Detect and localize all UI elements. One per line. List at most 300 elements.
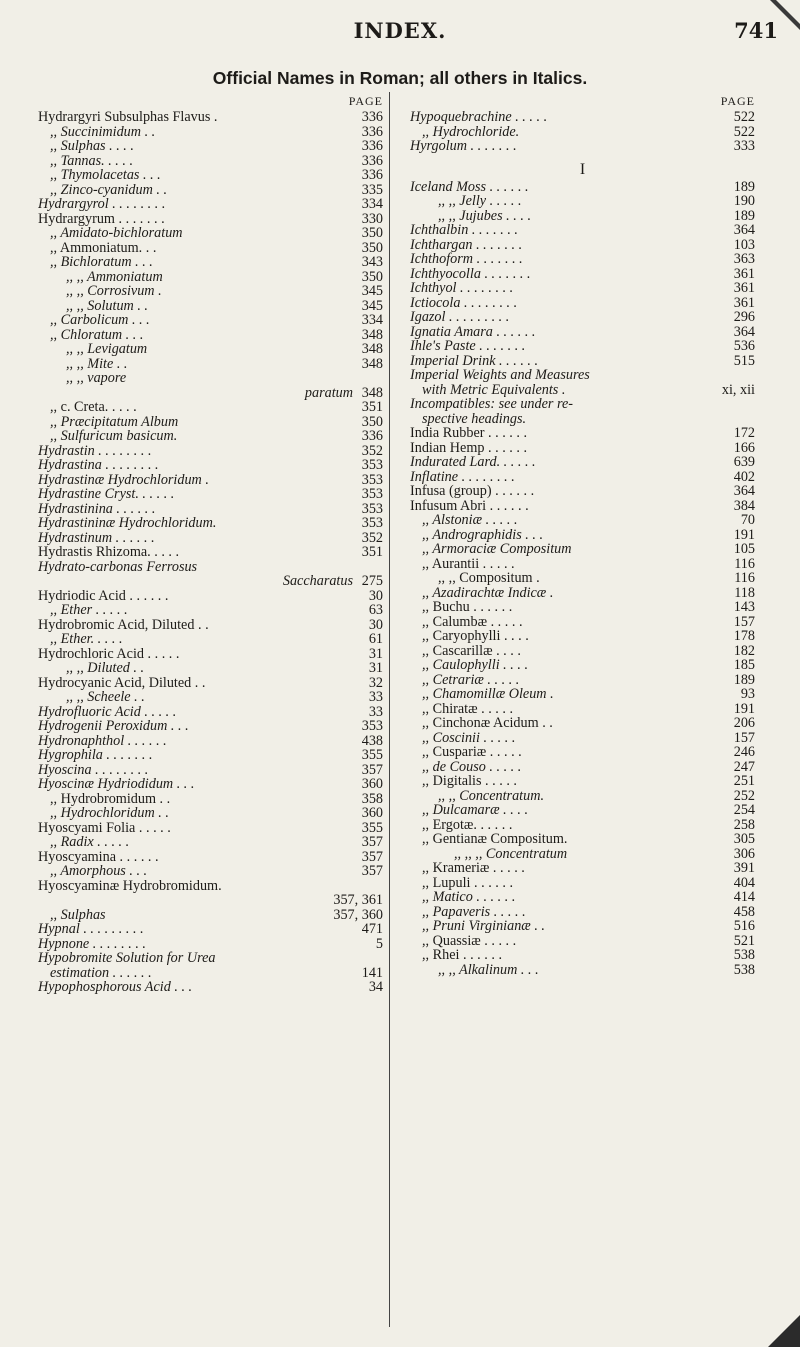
entry-term: spective headings. (422, 411, 527, 426)
entry-page-number: 336 (359, 139, 383, 154)
page-label: PAGE (348, 94, 383, 108)
entry-page-number: 521 (731, 934, 755, 949)
page-number: 741 (734, 18, 778, 43)
entry-term: ,, Azadirachtæ Indicæ . (422, 585, 554, 600)
entry-term: ,, Ether. . . . . (50, 632, 123, 647)
index-entry (38, 676, 383, 691)
entry-term: Hyoscyamina . . . . . . (38, 849, 159, 864)
entry-term: Hydrastinæ Hydrochloridum . (38, 472, 209, 487)
index-entry (38, 603, 383, 618)
entry-term: Hygrophila . . . . . . . (38, 748, 153, 763)
entry-page-number: 251 (731, 774, 755, 789)
entry-term: Hydrato-carbonas Ferrosus (38, 559, 198, 574)
entry-page-number: 348 (359, 342, 383, 357)
page-corner-mark-bottom (760, 1307, 800, 1347)
index-entry (410, 455, 755, 470)
index-entry (410, 499, 755, 514)
entry-page-number: 206 (731, 716, 755, 731)
index-entry (38, 589, 383, 604)
entry-term: Infusum Abri . . . . . . (410, 498, 529, 513)
entry-page-number: 70 (738, 513, 755, 528)
index-entry (410, 876, 755, 891)
index-entry (38, 560, 383, 575)
index-entry (38, 705, 383, 720)
entry-page-number: 33 (366, 705, 383, 720)
entry-page-number: 336 (359, 110, 383, 125)
entry-page-number: 63 (366, 603, 383, 618)
index-entry (410, 281, 755, 296)
index-entry (38, 386, 383, 401)
entry-term: ,, Papaveris . . . . . (422, 904, 526, 919)
left-entry-list (38, 110, 383, 995)
index-entry (410, 412, 755, 427)
entry-term: Hypnone . . . . . . . . (38, 936, 146, 951)
entry-term: ,, ,, Jelly . . . . . (438, 194, 522, 209)
entry-term: Hydrastis Rhizoma. . . . . (38, 545, 180, 560)
entry-page-number: 189 (731, 673, 755, 688)
entry-page-number: 357 (359, 835, 383, 850)
entry-page-number: 516 (731, 919, 755, 934)
entry-term: Hydrastina . . . . . . . . (38, 458, 159, 473)
entry-page-number: 353 (359, 516, 383, 531)
entry-page-number: 247 (731, 760, 755, 775)
entry-term: ,, Carbolicum . . . (50, 313, 150, 328)
entry-term: estimation . . . . . . (50, 965, 152, 980)
entry-term: Hydrocyanic Acid, Diluted . . (38, 675, 206, 690)
entry-term: ,, Andrographidis . . . (422, 527, 544, 542)
entry-page-number: 296 (731, 310, 755, 325)
entry-term: ,, Bichloratum . . . (50, 255, 153, 270)
entry-term: Ictiocola . . . . . . . . (410, 295, 518, 310)
entry-page-number: 351 (359, 545, 383, 560)
entry-term: India Rubber . . . . . . (410, 426, 528, 441)
entry-page-number: 515 (731, 354, 755, 369)
index-entry (410, 934, 755, 949)
entry-page-number: 118 (731, 586, 755, 601)
index-entry (38, 879, 383, 894)
entry-page-number: 364 (731, 223, 755, 238)
entry-term: ,, Sulphas (50, 907, 106, 922)
entry-page-number: 364 (731, 484, 755, 499)
entry-page-number: 246 (731, 745, 755, 760)
entry-term: ,, ,, ,, Concentratum (454, 846, 568, 861)
right-entry-list-i (410, 180, 755, 978)
index-entry (38, 763, 383, 778)
index-entry (410, 963, 755, 978)
index-entry (410, 803, 755, 818)
index-entry (38, 400, 383, 415)
entry-page-number: 334 (359, 197, 383, 212)
entry-term: ,, Armoraciæ Compositum (422, 542, 572, 557)
page-label: PAGE (720, 94, 755, 108)
entry-term: ,, Calumbæ . . . . . (422, 614, 523, 629)
entry-term: ,, Aurantii . . . . . (422, 556, 515, 571)
entry-page-number: 32 (366, 676, 383, 691)
entry-term: Hyoscina . . . . . . . . (38, 762, 149, 777)
index-entry (410, 484, 755, 499)
entry-page-number: 93 (738, 687, 755, 702)
entry-page-number: 185 (731, 658, 755, 673)
entry-page-number: 189 (731, 180, 755, 195)
entry-page-number: 275 (359, 574, 383, 589)
entry-term: ,, Pruni Virginianæ . . (422, 919, 545, 934)
entry-page-number: 357, 360 (330, 908, 383, 923)
index-entry (410, 905, 755, 920)
entry-page-number: 105 (731, 542, 755, 557)
entry-page-number: 538 (731, 963, 755, 978)
index-entry (410, 310, 755, 325)
section-letter: I (579, 160, 586, 178)
entry-term: ,, Chiratæ . . . . . (422, 701, 514, 716)
entry-page-number: 191 (731, 702, 755, 717)
entry-term: Hyoscyaminæ Hydrobromidum. (38, 878, 222, 893)
index-entry (38, 371, 383, 386)
index-entry (410, 571, 755, 586)
entry-page-number: 361 (731, 296, 755, 311)
entry-term: ,, Lupuli . . . . . . (422, 875, 514, 890)
index-entry (410, 919, 755, 934)
index-entry (410, 760, 755, 775)
entry-term: ,, Præcipitatum Album (50, 414, 179, 429)
entry-term: ,, Amidato-bichloratum (50, 226, 183, 241)
entry-page-number: 182 (731, 644, 755, 659)
entry-term: ,, Hydrobromidum . . (50, 791, 171, 806)
entry-term: ,, ,, Alkalinum . . . (438, 962, 539, 977)
entry-term: ,, Ergotæ. . . . . . (422, 817, 513, 832)
entry-page-number: 31 (366, 647, 383, 662)
entry-term: ,, ,, Levigatum (66, 342, 148, 357)
entry-term: ,, Dulcamaræ . . . . (422, 803, 529, 818)
entry-term: Inflatine . . . . . . . . (410, 469, 515, 484)
entry-page-number: 190 (731, 194, 755, 209)
entry-term: Hydrargyrol . . . . . . . . (38, 197, 166, 212)
entry-page-number: 157 (731, 731, 755, 746)
entry-term: with Metric Equivalents . (422, 382, 566, 397)
entry-term: ,, Amorphous . . . (50, 864, 148, 879)
entry-term: ,, ,, vapore (66, 371, 127, 386)
entry-term: ,, Sulphas . . . . (50, 139, 134, 154)
entry-page-number: 350 (359, 226, 383, 241)
index-entry (410, 745, 755, 760)
index-entry (38, 226, 383, 241)
entry-page-number: 30 (366, 589, 383, 604)
index-entry (38, 647, 383, 662)
entry-page-number: 357 (359, 850, 383, 865)
index-entry (38, 313, 383, 328)
entry-term: ,, ,, Jujubes . . . . (438, 208, 531, 223)
entry-page-number: 116 (731, 557, 755, 572)
entry-term: Ichthoform . . . . . . . (410, 252, 523, 267)
entry-term: ,, Cetrariæ . . . . . (422, 672, 520, 687)
entry-page-number: 178 (731, 629, 755, 644)
entry-page-number: 360 (359, 777, 383, 792)
index-entry (410, 731, 755, 746)
entry-page-number: 116 (731, 571, 755, 586)
index-entry (410, 110, 755, 125)
entry-term: ,, ,, Ammoniatum (66, 269, 163, 284)
entry-page-number: 157 (731, 615, 755, 630)
entry-term: Ichthyocolla . . . . . . . (410, 266, 531, 281)
column-divider (389, 92, 390, 1327)
index-entry (410, 441, 755, 456)
entry-term: ,, Cuspariæ . . . . . (422, 745, 522, 760)
index-entry (410, 702, 755, 717)
index-entry (410, 238, 755, 253)
index-entry (410, 658, 755, 673)
entry-page-number: xi, xii (719, 383, 755, 398)
entry-page-number: 350 (359, 241, 383, 256)
index-entry (38, 516, 383, 531)
entry-term: ,, ,, Scheele . . (66, 690, 145, 705)
entry-page-number: 30 (366, 618, 383, 633)
index-entry (38, 502, 383, 517)
index-entry (38, 980, 383, 995)
header-title: INDEX. (353, 18, 447, 43)
index-entry (38, 357, 383, 372)
index-entry (38, 197, 383, 212)
index-entry (38, 125, 383, 140)
entry-term: ,, Ether . . . . . (50, 603, 128, 618)
index-entry (38, 719, 383, 734)
entry-term: Indian Hemp . . . . . . (410, 440, 528, 455)
index-entry (410, 774, 755, 789)
index-entry (38, 458, 383, 473)
entry-term: ,, Succinimidum . . (50, 124, 156, 139)
entry-term: ,, ,, Concentratum. (438, 788, 545, 803)
entry-page-number: 361 (731, 281, 755, 296)
index-entry (38, 531, 383, 546)
index-entry (38, 966, 383, 981)
entry-page-number: 471 (359, 922, 383, 937)
entry-term: ,, Rhei . . . . . . (422, 948, 502, 963)
entry-page-number: 305 (731, 832, 755, 847)
entry-term: Igazol . . . . . . . . . (410, 310, 510, 325)
index-entry (38, 777, 383, 792)
entry-term: ,, Matico . . . . . . (422, 890, 516, 905)
entry-page-number: 438 (359, 734, 383, 749)
entry-term: ,, Buchu . . . . . . (422, 600, 513, 615)
index-entry (38, 328, 383, 343)
entry-term: Hydrastin . . . . . . . . (38, 443, 152, 458)
entry-term: ,, Caulophylli . . . . (422, 658, 529, 673)
index-entry (410, 818, 755, 833)
entry-page-number: 345 (359, 284, 383, 299)
index-entry (410, 586, 755, 601)
index-entry (410, 125, 755, 140)
entry-term: ,, Gentianæ Compositum. (422, 832, 568, 847)
entry-page-number: 538 (731, 948, 755, 963)
entry-page-number: 166 (731, 441, 755, 456)
index-entry (410, 180, 755, 195)
index-entry (410, 354, 755, 369)
index-entry (38, 734, 383, 749)
entry-page-number: 191 (731, 528, 755, 543)
index-entry (410, 832, 755, 847)
index-entry (410, 194, 755, 209)
entry-page-number: 391 (731, 861, 755, 876)
index-entry (38, 908, 383, 923)
index-entry (38, 618, 383, 633)
entry-page-number: 336 (359, 429, 383, 444)
index-entry (38, 487, 383, 502)
entry-term: Hydronaphthol . . . . . . (38, 733, 167, 748)
entry-term: ,, Krameriæ . . . . . (422, 861, 525, 876)
index-entry (38, 893, 383, 908)
entry-page-number: 352 (359, 531, 383, 546)
entry-page-number: 384 (731, 499, 755, 514)
entry-page-number: 363 (731, 252, 755, 267)
entry-page-number: 639 (731, 455, 755, 470)
subtitle: Official Names in Roman; all others in Italics. (212, 68, 588, 88)
entry-term: ,, ,, Compositum . (438, 571, 540, 586)
index-entry (410, 325, 755, 340)
index-entry (38, 835, 383, 850)
entry-page-number: 343 (359, 255, 383, 270)
entry-page-number: 404 (731, 876, 755, 891)
index-entry (410, 557, 755, 572)
entry-term: ,, Cinchonæ Acidum . . (422, 716, 553, 731)
index-entry (410, 789, 755, 804)
entry-page-number: 348 (359, 357, 383, 372)
entry-term: Iceland Moss . . . . . . (410, 179, 529, 194)
entry-term: Hydrofluoric Acid . . . . . (38, 704, 177, 719)
index-entry (38, 299, 383, 314)
entry-term: Hydrastinina . . . . . . (38, 501, 156, 516)
index-entry (38, 806, 383, 821)
entry-term: Incompatibles: see under re- (410, 397, 573, 412)
index-entry (38, 748, 383, 763)
index-entry (38, 545, 383, 560)
index-entry (410, 615, 755, 630)
entry-page-number: 31 (366, 661, 383, 676)
entry-page-number: 361 (731, 267, 755, 282)
entry-page-number: 353 (359, 473, 383, 488)
entry-term: Hypobromite Solution for Urea (38, 951, 216, 966)
index-entry (410, 673, 755, 688)
index-entry (38, 429, 383, 444)
entry-term: Hypoquebrachine . . . . . (410, 110, 548, 125)
index-entry (410, 397, 755, 412)
entry-term: ,, Ammoniatum. . . (50, 240, 157, 255)
entry-term: ,, ,, Corrosivum . (66, 284, 162, 299)
entry-term: Hyrgolum . . . . . . . (410, 139, 517, 154)
entry-page-number: 355 (359, 821, 383, 836)
index-entry (38, 864, 383, 879)
index-entry (410, 629, 755, 644)
index-entry (38, 255, 383, 270)
entry-page-number: 333 (731, 139, 755, 154)
entry-page-number: 189 (731, 209, 755, 224)
index-entry (38, 574, 383, 589)
right-entry-list-h (410, 110, 755, 154)
entry-page-number: 336 (359, 168, 383, 183)
entry-term: Hyoscinæ Hydriodidum . . . (38, 777, 195, 792)
page-corner-mark-top (760, 0, 800, 40)
entry-term: ,, Caryophylli . . . . (422, 629, 529, 644)
index-entry (410, 296, 755, 311)
index-entry (38, 922, 383, 937)
entry-term: ,, Sulfuricum basicum. (50, 429, 178, 444)
running-header (0, 18, 800, 48)
entry-term: Imperial Weights and Measures (410, 368, 590, 383)
index-entry (38, 632, 383, 647)
index-entry (410, 139, 755, 154)
index-entry (410, 513, 755, 528)
entry-term: Ihle's Paste . . . . . . . (410, 339, 526, 354)
entry-term: ,, Zinco-cyanidum . . (50, 182, 168, 197)
entry-term: Hydrobromic Acid, Diluted . . (38, 617, 209, 632)
index-entry (38, 473, 383, 488)
index-entry (410, 368, 755, 383)
entry-page-number: 334 (359, 313, 383, 328)
entry-page-number: 357, 361 (330, 893, 383, 908)
index-entry (38, 415, 383, 430)
entry-page-number: 306 (731, 847, 755, 862)
index-entry (38, 183, 383, 198)
index-entry (38, 342, 383, 357)
entry-term: ,, ,, Solutum . . (66, 298, 148, 313)
entry-term: Hydrargyrum . . . . . . . (38, 211, 165, 226)
left-column (38, 92, 383, 995)
entry-page-number: 522 (731, 110, 755, 125)
entry-term: Hypnal . . . . . . . . . (38, 922, 144, 937)
index-entry (38, 444, 383, 459)
entry-term: ,, Chloratum . . . (50, 327, 144, 342)
index-entry (410, 600, 755, 615)
entry-page-number: 258 (731, 818, 755, 833)
entry-term: ,, ,, Mite . . (66, 356, 128, 371)
entry-page-number: 103 (731, 238, 755, 253)
entry-page-number: 355 (359, 748, 383, 763)
entry-term: ,, Coscinii . . . . . (422, 730, 516, 745)
entry-term: Ignatia Amara . . . . . . (410, 324, 536, 339)
index-entry (410, 644, 755, 659)
entry-term: ,, Thymolacetas . . . (50, 168, 161, 183)
index-entry (410, 426, 755, 441)
entry-term: Ichthyol . . . . . . . . (410, 281, 514, 296)
index-entry (38, 110, 383, 125)
entry-term: Hydrastinum . . . . . . (38, 530, 155, 545)
entry-term: ,, Cascarillæ . . . . (422, 643, 521, 658)
entry-term: ,, Hydrochloride. (422, 124, 520, 139)
entry-page-number: 522 (731, 125, 755, 140)
index-entry (38, 792, 383, 807)
entry-page-number: 254 (731, 803, 755, 818)
entry-term: Saccharatus (282, 574, 353, 589)
index-entry (38, 241, 383, 256)
entry-term: Hydrastine Cryst. . . . . . (38, 487, 175, 502)
index-entry (38, 284, 383, 299)
index-entry (38, 850, 383, 865)
entry-term: Hydrogenii Peroxidum . . . (38, 719, 189, 734)
entry-page-number: 143 (731, 600, 755, 615)
index-entry (38, 212, 383, 227)
entry-page-number: 357 (359, 864, 383, 879)
entry-page-number: 336 (359, 154, 383, 169)
index-entry (38, 168, 383, 183)
entry-term: ,, ,, Diluted . . (66, 661, 145, 676)
entry-term: ,, de Couso . . . . . (422, 759, 522, 774)
entry-page-number: 364 (731, 325, 755, 340)
index-entry (410, 528, 755, 543)
entry-term: ,, Radix . . . . . (50, 835, 130, 850)
index-entry (410, 223, 755, 238)
index-entry (38, 951, 383, 966)
entry-term: ,, Tannas. . . . . (50, 153, 134, 168)
entry-page-number: 353 (359, 458, 383, 473)
entry-term: Ichthalbin . . . . . . . (410, 223, 518, 238)
entry-page-number: 330 (359, 212, 383, 227)
